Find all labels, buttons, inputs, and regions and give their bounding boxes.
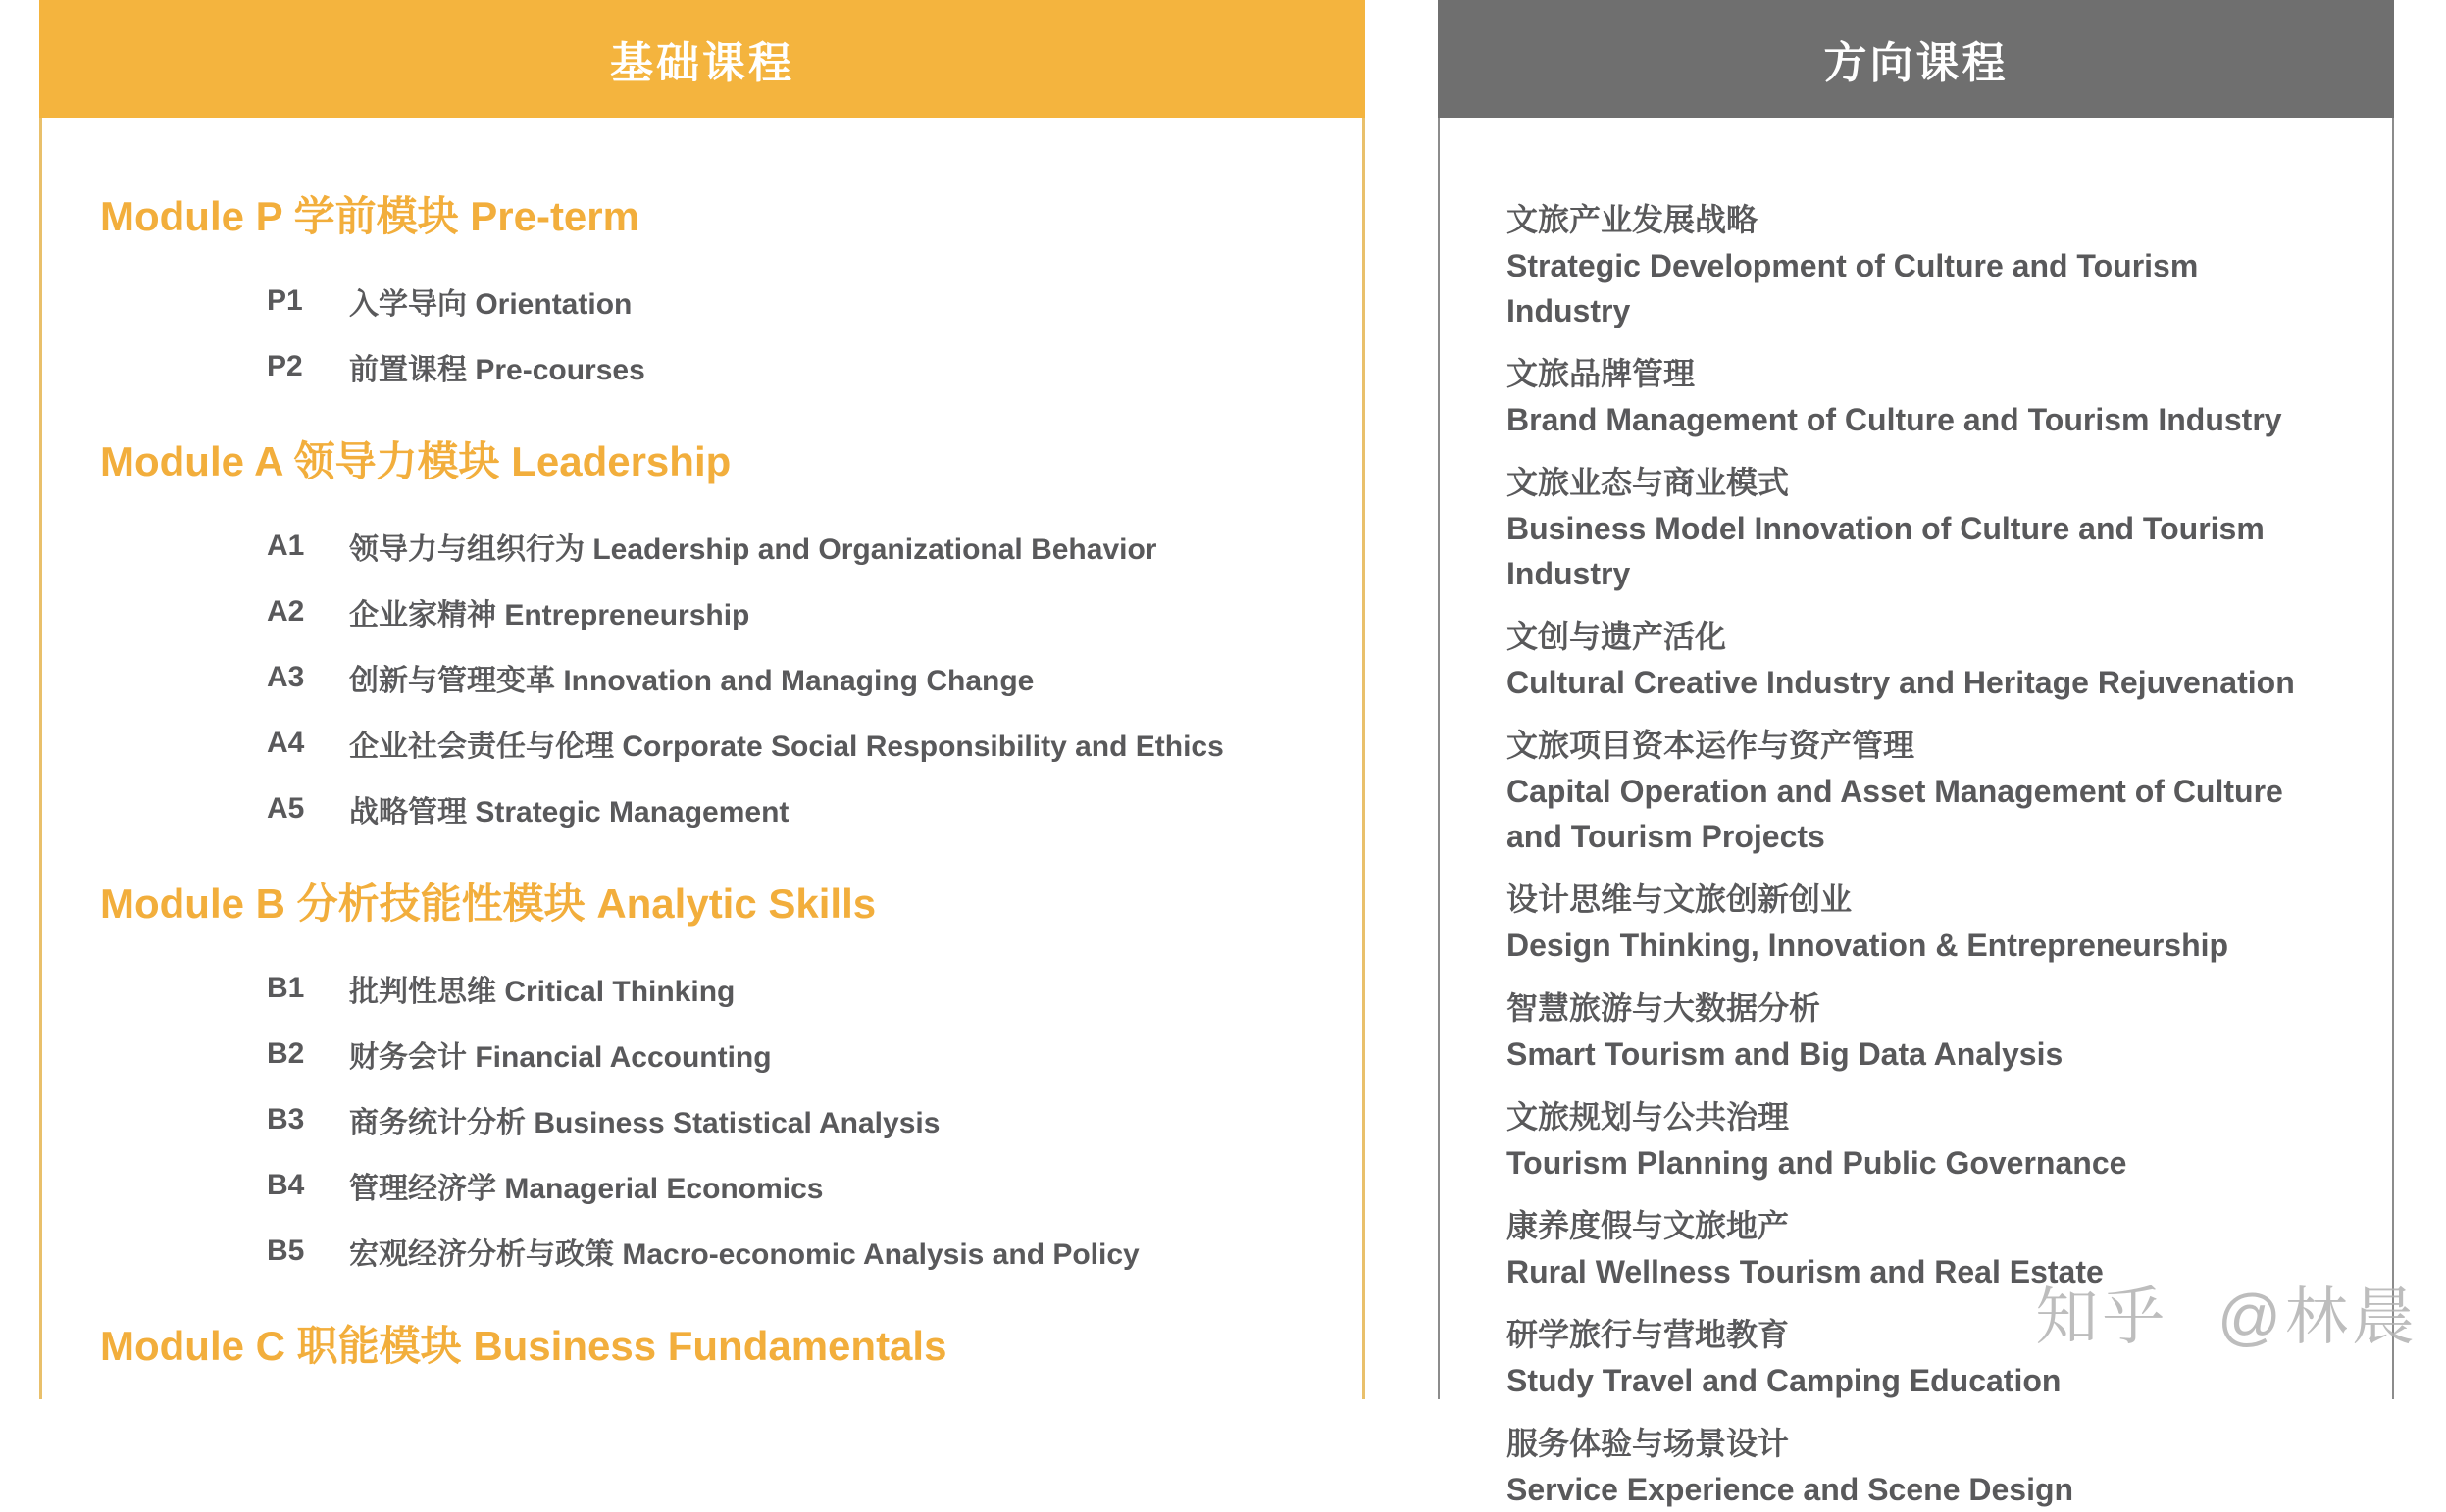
course-title-zh: 文旅规划与公共治理 (1506, 1099, 1790, 1134)
direction-course-item (1506, 722, 2357, 859)
direction-courses-title: 方向课程 (1823, 39, 2009, 87)
course-row (100, 644, 1347, 710)
course-row (100, 579, 1347, 644)
course-title-en: Cultural Creative Industry and Heritage Rejuvenation (1506, 665, 2295, 700)
course-code: A4 (267, 726, 305, 759)
course-module (100, 1321, 1347, 1372)
course-title-en: Smart Tourism and Big Data Analysis (1506, 1036, 2064, 1072)
course-code: A1 (267, 529, 305, 562)
module-heading: Module B 分析技能性模块 Analytic Skills (100, 881, 877, 927)
course-module (100, 879, 1347, 1284)
course-name: 企业社会责任与伦理 Corporate Social Responsibility and Ethics (349, 730, 1224, 763)
basic-courses-title: 基础课程 (610, 39, 794, 87)
zhihu-watermark: 知乎 @林晨 (2035, 1282, 2419, 1352)
course-title-zh: 康养度假与文旅地产 (1506, 1208, 1790, 1243)
course-module (100, 436, 1347, 841)
direction-course-item (1506, 350, 2357, 442)
course-name: 宏观经济分析与政策 Macro-economic Analysis and Policy (349, 1237, 1140, 1271)
direction-course-item (1506, 1093, 2357, 1185)
course-title-en: Rural Wellness Tourism and Real Estate (1506, 1254, 2104, 1289)
course-name: 战略管理 Strategic Management (349, 795, 790, 829)
course-row (100, 1218, 1347, 1284)
direction-course-item (1506, 196, 2357, 333)
course-row (100, 1021, 1347, 1086)
course-row (100, 333, 1347, 399)
course-title-zh: 服务体验与场景设计 (1506, 1426, 1790, 1461)
basic-courses-header (39, 0, 1365, 118)
course-row (100, 513, 1347, 579)
course-code: B5 (267, 1234, 305, 1267)
direction-courses-header (1438, 0, 2394, 118)
course-title-zh: 文创与遗产活化 (1506, 619, 1727, 654)
course-row (100, 1152, 1347, 1218)
course-title-en: Design Thinking, Innovation & Entrepreneurship (1506, 928, 2229, 963)
course-title-en: Tourism Planning and Public Governance (1506, 1145, 2127, 1181)
basic-courses-body (39, 118, 1365, 1399)
course-title-en: Study Travel and Camping Education (1506, 1363, 2062, 1398)
course-name: 企业家精神 Entrepreneurship (349, 598, 750, 631)
direction-course-item (1506, 459, 2357, 596)
course-title-en: Brand Management of Culture and Tourism Industry (1506, 402, 2282, 437)
module-heading: Module A 领导力模块 Leadership (100, 438, 732, 484)
course-row (100, 268, 1347, 333)
course-code: B4 (267, 1168, 305, 1201)
direction-courses-panel (1438, 0, 2394, 1507)
course-title-en: Strategic Development of Culture and Tourism Industry (1506, 248, 2199, 328)
direction-courses-body (1438, 118, 2394, 1507)
course-title-zh: 文旅项目资本运作与资产管理 (1506, 728, 1915, 763)
course-code: B3 (267, 1102, 305, 1135)
course-row (100, 776, 1347, 841)
course-name: 财务会计 Financial Accounting (349, 1040, 772, 1074)
direction-course-item (1506, 613, 2357, 705)
course-code: P1 (267, 283, 303, 317)
course-title-zh: 文旅产业发展战略 (1506, 202, 1758, 237)
course-name: 入学导向 Orientation (349, 287, 633, 321)
direction-course-item (1506, 1420, 2357, 1512)
course-title-en: Business Model Innovation of Culture and Tourism Industry (1506, 511, 2265, 591)
course-title-zh: 文旅业态与商业模式 (1506, 465, 1790, 500)
course-name: 管理经济学 Managerial Economics (349, 1172, 824, 1205)
course-name: 创新与管理变革 Innovation and Managing Change (349, 664, 1035, 697)
course-title-zh: 设计思维与文旅创新创业 (1506, 882, 1853, 917)
module-heading: Module P 学前模块 Pre-term (100, 193, 639, 239)
course-title-zh: 文旅品牌管理 (1506, 356, 1696, 391)
direction-course-item (1506, 876, 2357, 968)
course-module (100, 191, 1347, 399)
course-code: B2 (267, 1036, 305, 1070)
course-title-en: Service Experience and Scene Design (1506, 1472, 2074, 1507)
course-name: 领导力与组织行为 Leadership and Organizational Behavior (349, 532, 1157, 566)
course-code: B1 (267, 971, 305, 1004)
course-code: A3 (267, 660, 305, 693)
course-name: 商务统计分析 Business Statistical Analysis (349, 1106, 941, 1139)
course-name: 批判性思维 Critical Thinking (349, 975, 736, 1008)
course-title-zh: 研学旅行与营地教育 (1506, 1317, 1790, 1352)
course-row (100, 710, 1347, 776)
course-name: 前置课程 Pre-courses (349, 353, 645, 386)
course-row (100, 1086, 1347, 1152)
course-code: A5 (267, 791, 305, 825)
course-title-zh: 智慧旅游与大数据分析 (1506, 990, 1821, 1026)
direction-course-item (1506, 984, 2357, 1077)
course-title-en: Capital Operation and Asset Management of Culture and Tourism Projects (1506, 774, 2283, 854)
course-code: A2 (267, 594, 305, 628)
module-heading: Module C 职能模块 Business Fundamentals (100, 1323, 947, 1369)
course-code: P2 (267, 349, 303, 382)
basic-courses-panel (39, 0, 1365, 1399)
course-row (100, 955, 1347, 1021)
